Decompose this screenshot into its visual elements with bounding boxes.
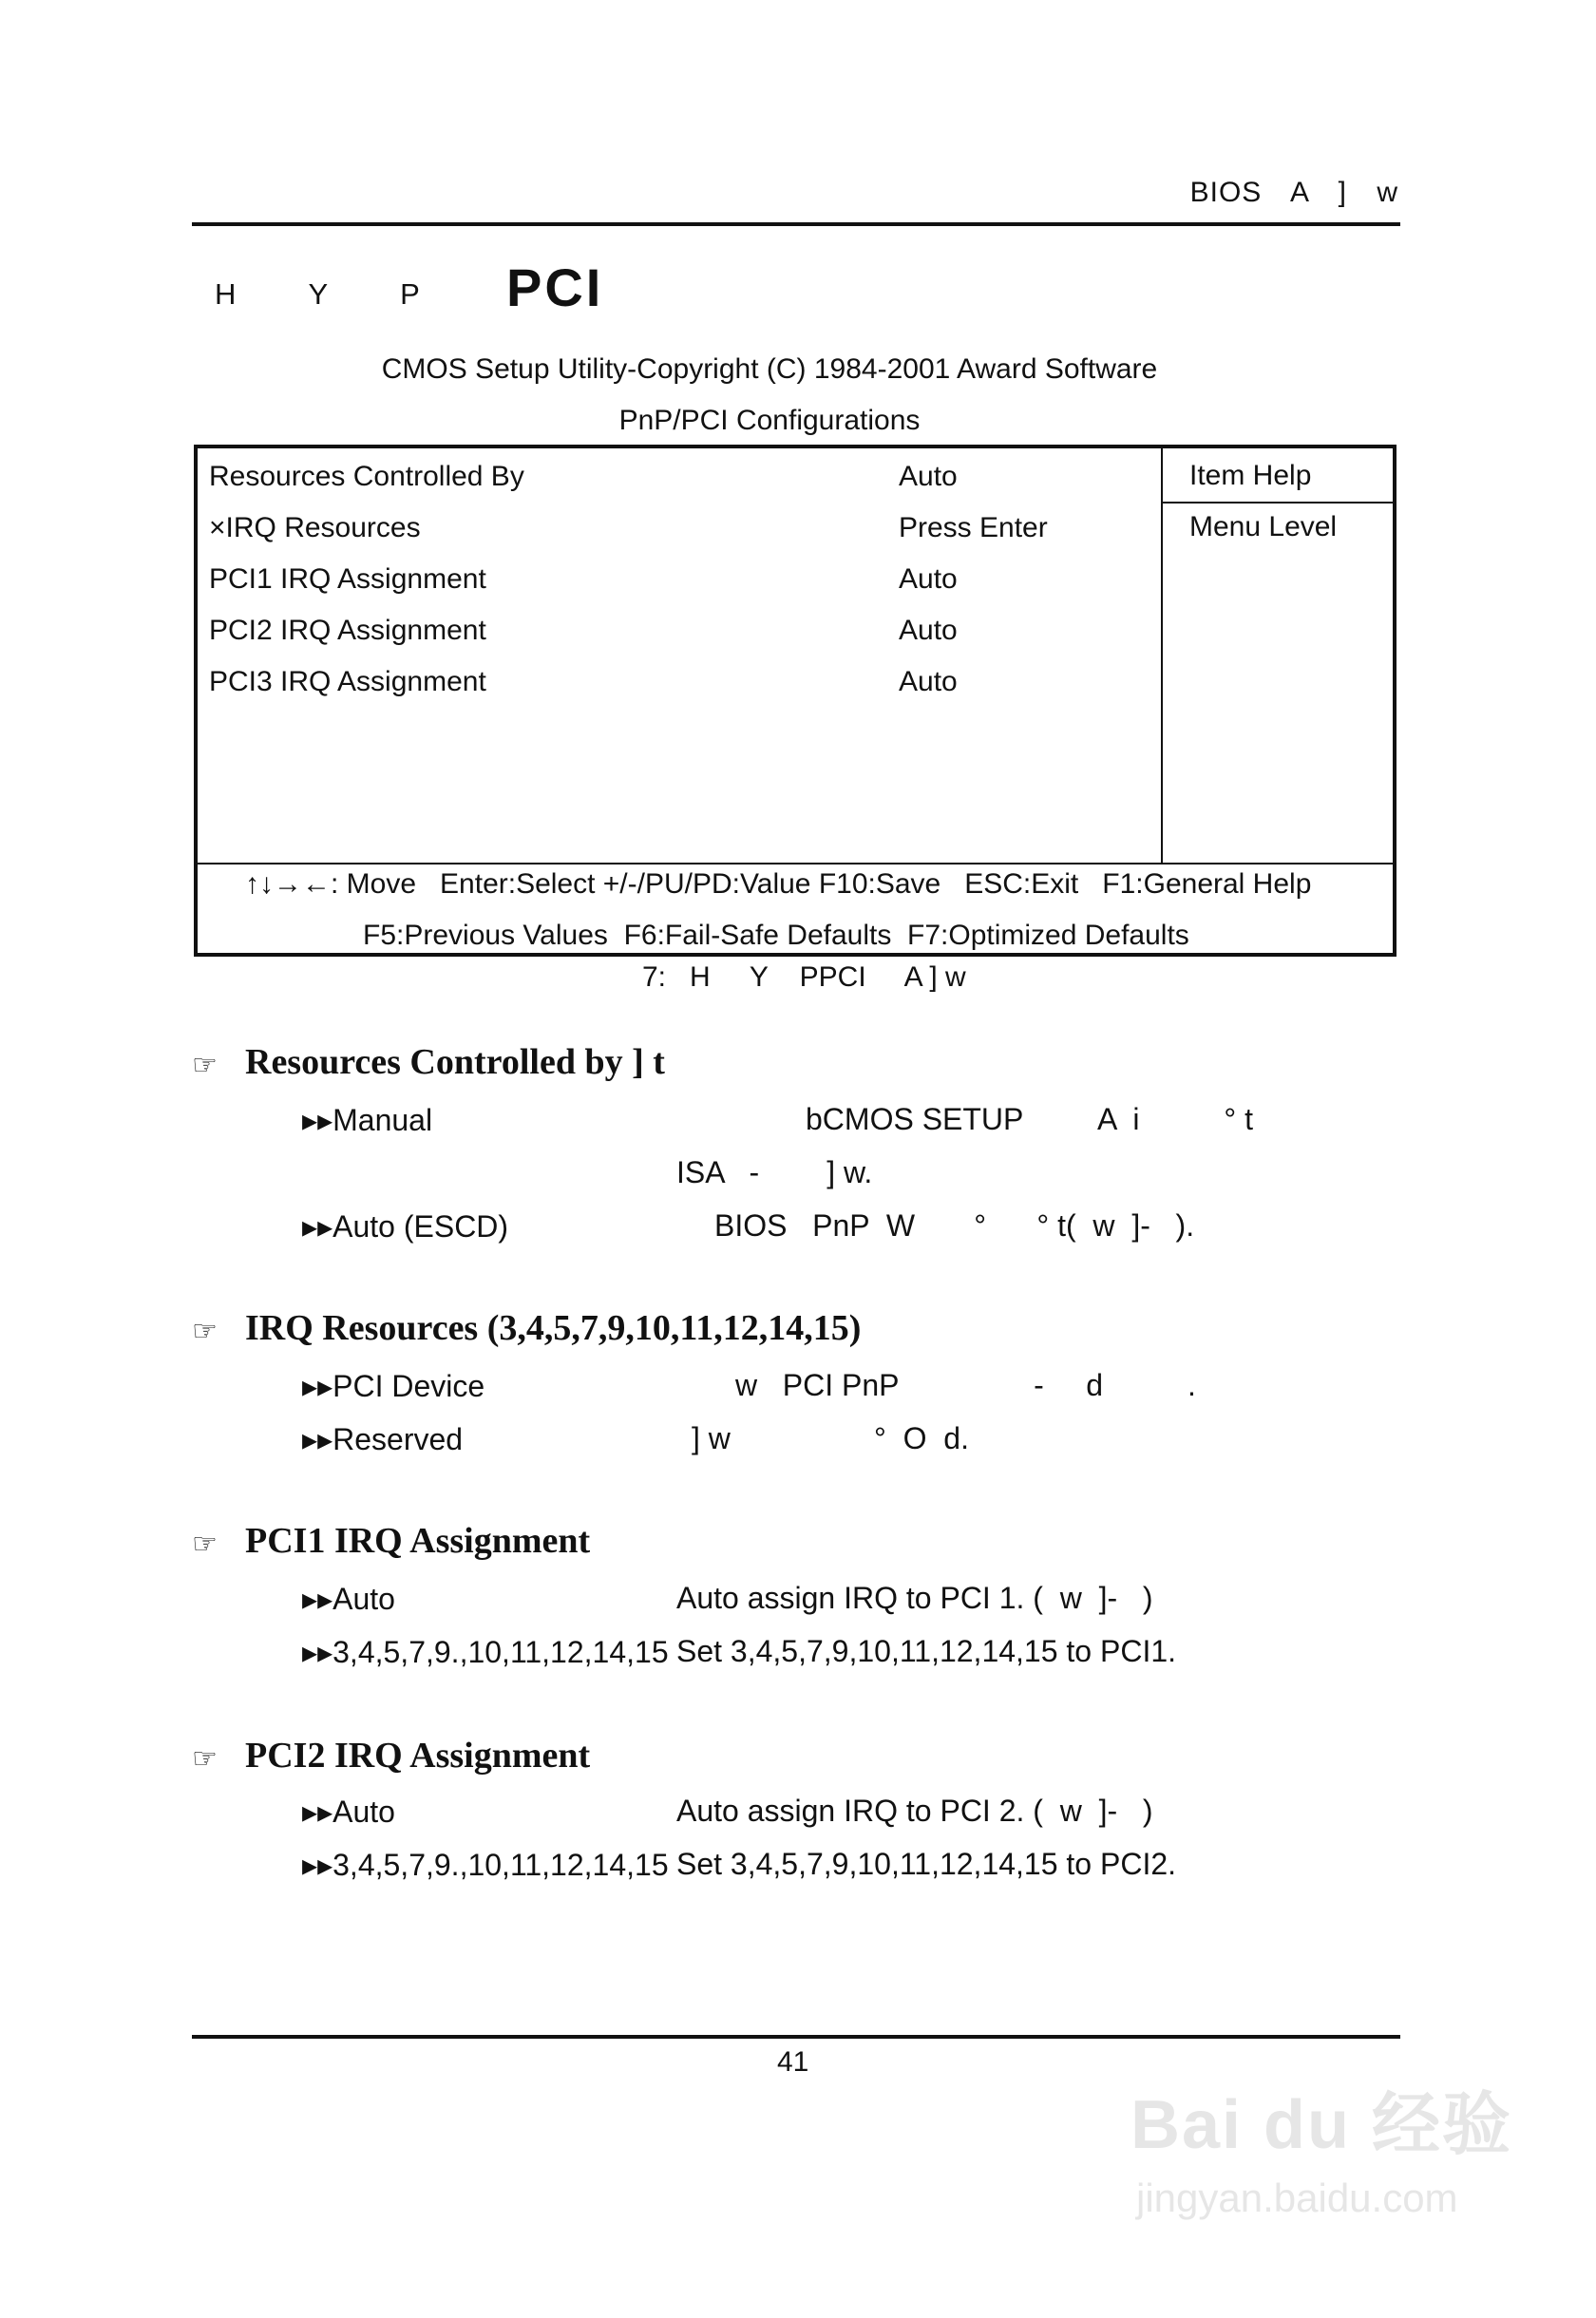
section-prefix: H Y P xyxy=(215,277,420,311)
baidu-watermark-url: jingyan.baidu.com xyxy=(1136,2176,1458,2220)
help-title-divider xyxy=(1163,502,1396,504)
option-name: ▸▸Auto (ESCD) xyxy=(302,1209,509,1244)
bios-column-divider xyxy=(1161,448,1163,863)
option-description: Set 3,4,5,7,9,10,11,12,14,15 to PCI2. xyxy=(676,1847,1177,1881)
option-name: ▸▸3,4,5,7,9.,10,11,12,14,15 xyxy=(302,1635,669,1669)
option-description: Auto assign IRQ to PCI 1. ( w ]- ) xyxy=(676,1581,1153,1615)
bios-item-value[interactable]: Auto xyxy=(899,461,958,492)
option-description: BIOS PnP W ° ° t( w ]- ). xyxy=(714,1208,1195,1243)
option-description: bCMOS SETUP A i ° t xyxy=(806,1102,1253,1136)
item-heading: PCI1 IRQ Assignment xyxy=(245,1521,591,1561)
item-help-title: Item Help xyxy=(1189,460,1312,491)
option-name: ▸▸Manual xyxy=(302,1103,433,1137)
utility-copyright-line: CMOS Setup Utility-Copyright (C) 1984-2001 Award Software xyxy=(381,353,1158,385)
footer-rule xyxy=(192,2035,1400,2039)
bios-screen xyxy=(194,445,1396,957)
bios-item-value[interactable]: Auto xyxy=(899,563,958,595)
option-description: ] w ° O d. xyxy=(692,1421,969,1455)
item-heading: Resources Controlled by ] t xyxy=(245,1042,665,1082)
bios-item-label[interactable]: PCI3 IRQ Assignment xyxy=(209,666,486,697)
option-name: ▸▸Auto xyxy=(302,1582,395,1616)
key-legend-line-1: ↑↓→←: Move Enter:Select +/-/PU/PD:Value F10:Save ESC:Exit F1:General Help xyxy=(245,868,1312,900)
page-number: 41 xyxy=(777,2046,809,2078)
bios-item-value[interactable]: Auto xyxy=(899,666,958,697)
bios-item-label[interactable]: PCI2 IRQ Assignment xyxy=(209,615,486,646)
option-name: ▸▸PCI Device xyxy=(302,1369,485,1403)
pointing-hand-icon: ☞ xyxy=(192,1316,218,1347)
bios-item-label[interactable]: PCI1 IRQ Assignment xyxy=(209,563,486,595)
bios-item-label[interactable]: ×IRQ Resources xyxy=(209,512,421,543)
option-description: ISA - ] w. xyxy=(676,1155,873,1189)
bios-screen-title: PnP/PCI Configurations xyxy=(618,405,921,436)
figure-caption: 7: H Y PPCI A ] w xyxy=(642,961,966,993)
option-description: w PCI PnP - d . xyxy=(735,1368,1196,1402)
running-header: BIOS A ] w xyxy=(1189,177,1398,208)
key-legend-line-2: F5:Previous Values F6:Fail-Safe Defaults F7:Optimized Defaults xyxy=(363,920,1189,951)
option-name: ▸▸Reserved xyxy=(302,1422,464,1456)
option-name: ▸▸Auto xyxy=(302,1795,395,1829)
bios-footer-divider xyxy=(198,863,1393,864)
baidu-watermark-logo: Bai du 经验 xyxy=(1130,2087,1513,2163)
item-heading: IRQ Resources (3,4,5,7,9,10,11,12,14,15) xyxy=(245,1308,862,1348)
bios-item-value[interactable]: Auto xyxy=(899,615,958,646)
header-rule xyxy=(192,222,1400,226)
pointing-hand-icon: ☞ xyxy=(192,1743,218,1775)
section-title: PCI xyxy=(506,257,604,317)
item-heading: PCI2 IRQ Assignment xyxy=(245,1736,591,1776)
item-help-body: Menu Level xyxy=(1189,511,1338,542)
pointing-hand-icon: ☞ xyxy=(192,1529,218,1560)
pointing-hand-icon: ☞ xyxy=(192,1050,218,1081)
option-name: ▸▸3,4,5,7,9.,10,11,12,14,15 xyxy=(302,1848,669,1882)
bios-item-value[interactable]: Press Enter xyxy=(899,512,1048,543)
bios-item-label[interactable]: Resources Controlled By xyxy=(209,461,524,492)
option-description: Set 3,4,5,7,9,10,11,12,14,15 to PCI1. xyxy=(676,1634,1177,1668)
option-description: Auto assign IRQ to PCI 2. ( w ]- ) xyxy=(676,1794,1153,1828)
